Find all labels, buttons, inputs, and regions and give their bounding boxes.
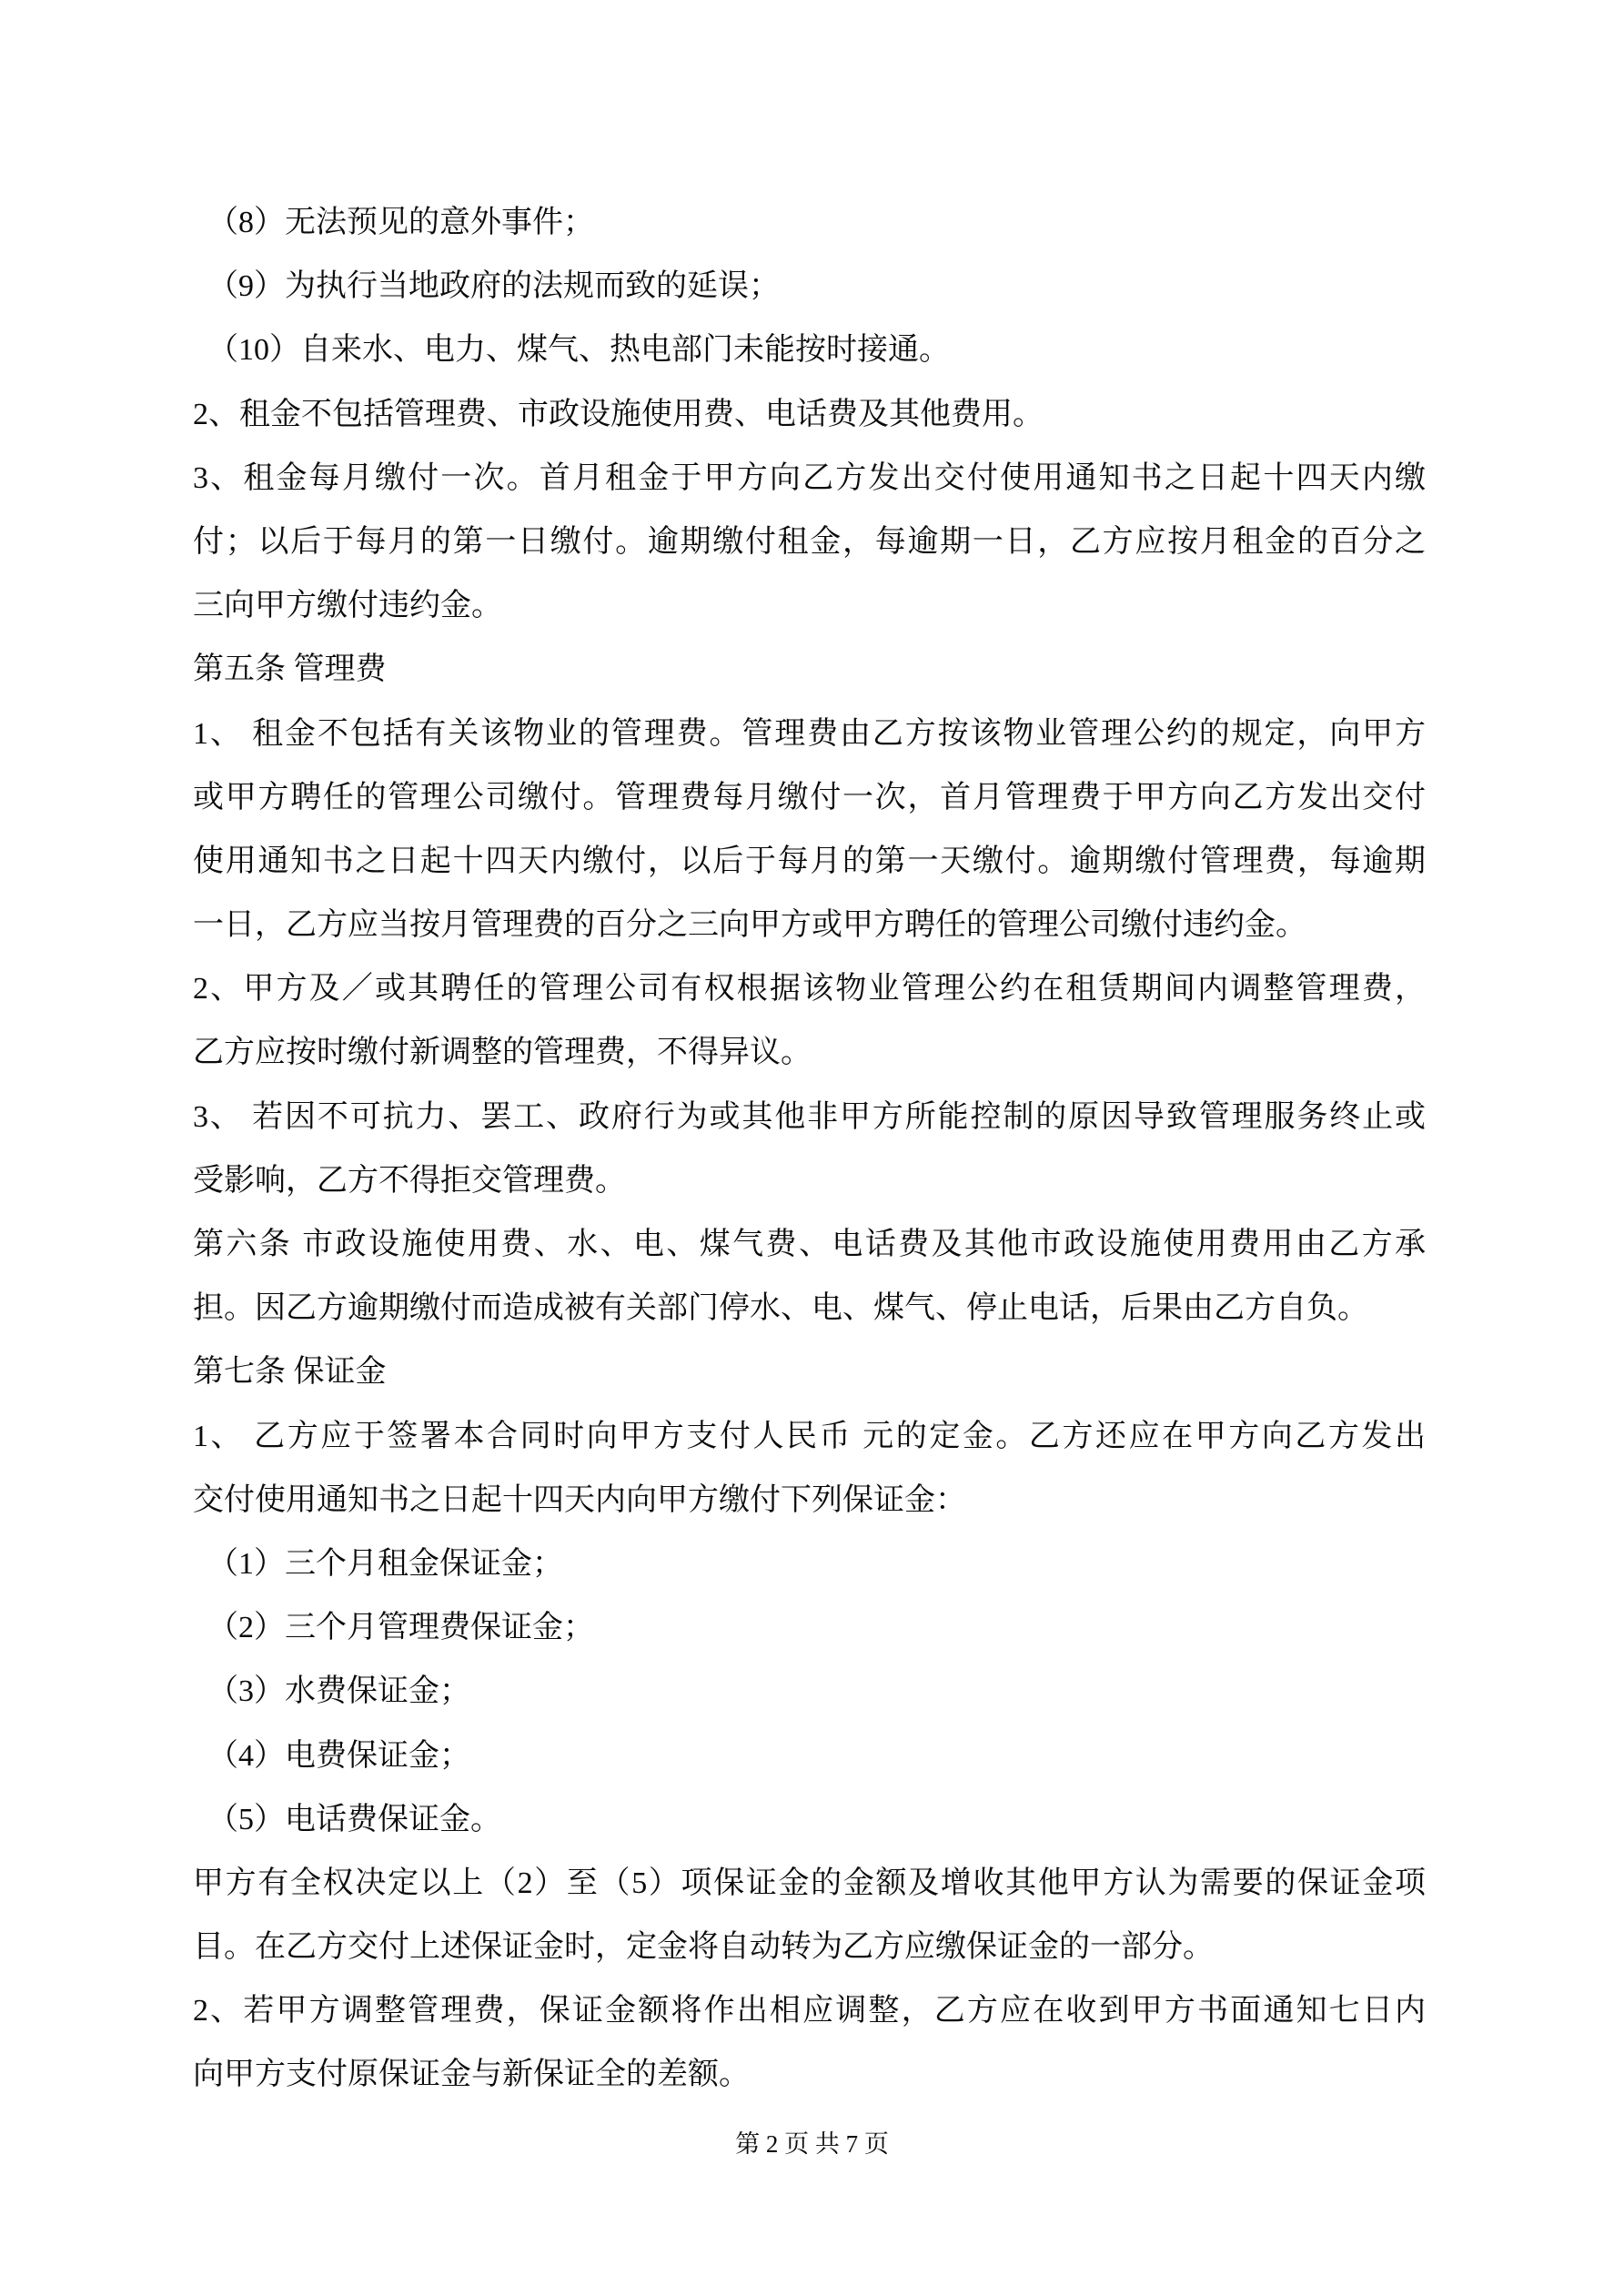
text-line: 3、租金每月缴付一次。首月租金于甲方向乙方发出交付使用通知书之日起十四天内缴 [193,460,1426,495]
text-line: （4）电费保证金； [207,1738,470,1773]
text-line: 向甲方支付原保证金与新保证全的差额。 [193,2058,750,2092]
page-footer: 第 2 页 共 7 页 [735,2130,889,2158]
text-line: （1）三个月租金保证金； [207,1546,563,1581]
text-line: 一日，乙方应当按月管理费的百分之三向甲方或甲方聘任的管理公司缴付违约金。 [193,908,1306,943]
text-line: （9）为执行当地政府的法规而致的延误； [207,269,780,304]
text-line: 第七条 保证金 [193,1355,387,1390]
text-line: 目。在乙方交付上述保证金时，定金将自动转为乙方应缴保证金的一部分。 [193,1930,1214,1965]
text-line: （8）无法预见的意外事件； [207,206,594,239]
text-line: 付；以后于每月的第一日缴付。逾期缴付租金，每逾期一日，乙方应按月租金的百分之 [193,524,1426,559]
text-line: 受影响，乙方不得拒交管理费。 [193,1163,626,1198]
text-line: 三向甲方缴付违约金。 [193,589,502,623]
text-line: （3）水费保证金； [207,1674,470,1709]
document-body [193,191,1426,2108]
text-line: 2、租金不包括管理费、市政设施使用费、电话费及其他费用。 [193,397,1044,431]
text-line: （10）自来水、电力、煤气、热电部门未能按时接通。 [207,333,950,368]
text-line: 或甲方聘任的管理公司缴付。管理费每月缴付一次，首月管理费于甲方向乙方发出交付 [193,780,1426,814]
text-line: 担。因乙方逾期缴付而造成被有关部门停水、电、煤气、停止电话，后果由乙方自负。 [193,1291,1368,1326]
text-line: （2）三个月管理费保证金； [207,1611,594,1645]
text-line: 1、 租金不包括有关该物业的管理费。管理费由乙方按该物业管理公约的规定，向甲方 [193,716,1426,751]
text-line: 使用通知书之日起十四天内缴付，以后于每月的第一天缴付。逾期缴付管理费，每逾期 [193,844,1426,878]
text-line: 3、 若因不可抗力、罢工、政府行为或其他非甲方所能控制的原因导致管理服务终止或 [193,1099,1426,1134]
text-line: 1、 乙方应于签署本合同时向甲方支付人民币 元的定金。乙方还应在甲方向乙方发出 [193,1419,1426,1453]
text-line: 乙方应按时缴付新调整的管理费，不得异议。 [193,1036,812,1070]
text-line: 第六条 市政设施使用费、水、电、煤气费、电话费及其他市政设施使用费用由乙方承 [193,1228,1426,1261]
text-line: 2、甲方及／或其聘任的管理公司有权根据该物业管理公约在租赁期间内调整管理费， [193,972,1426,1006]
text-line: （5）电话费保证金。 [207,1802,501,1836]
text-line: 2、若甲方调整管理费，保证金额将作出相应调整，乙方应在收到甲方书面通知七日内 [193,1994,1426,2028]
text-line: 第五条 管理费 [193,652,387,687]
text-line: 甲方有全权决定以上（2）至（5）项保证金的金额及增收其他甲方认为需要的保证金项 [193,1866,1426,1900]
text-line: 交付使用通知书之日起十四天内向甲方缴付下列保证金： [193,1482,966,1517]
